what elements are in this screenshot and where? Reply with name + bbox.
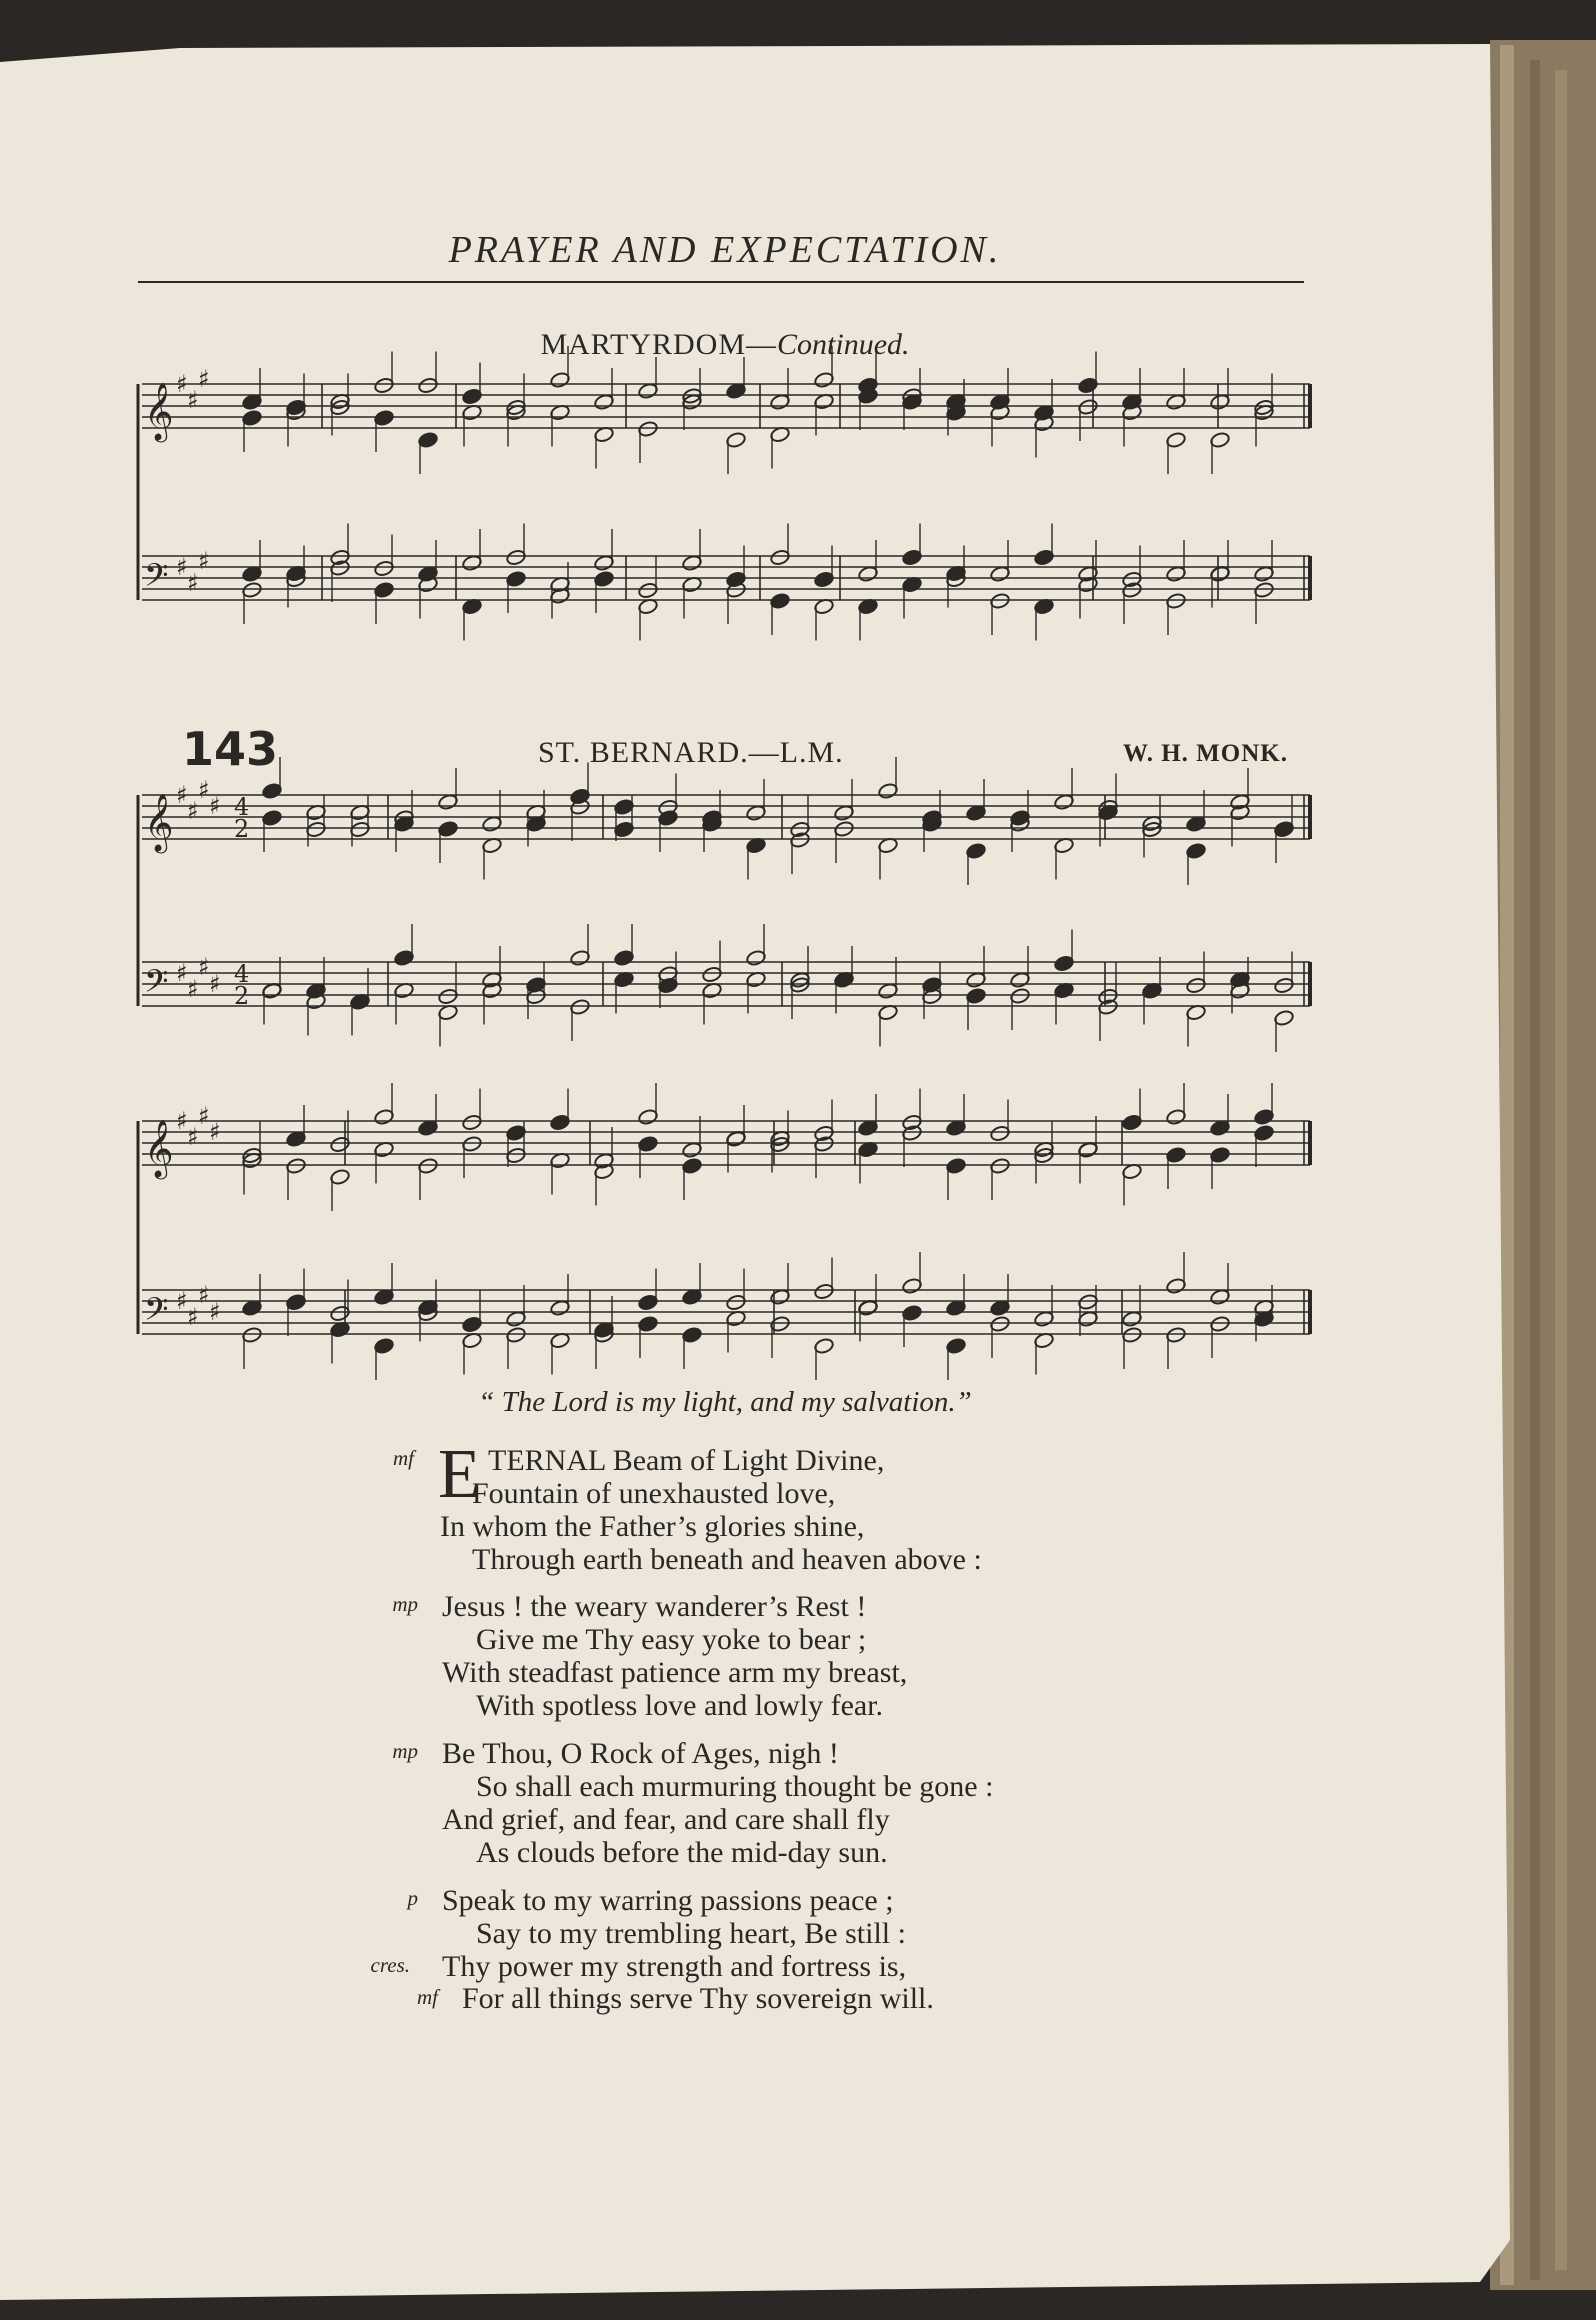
verse-line: Speak to my warring passions peace ; bbox=[442, 1884, 894, 1917]
sharp-sign: ♯ bbox=[176, 553, 188, 581]
treble-clef-icon: 𝄞 bbox=[144, 793, 174, 851]
drop-cap: E bbox=[438, 1436, 481, 1513]
sharp-sign: ♯ bbox=[198, 547, 210, 575]
sharp-sign: ♯ bbox=[187, 569, 199, 597]
page-edge-stripe bbox=[1530, 60, 1540, 2280]
sharp-sign: ♯ bbox=[176, 1107, 188, 1135]
verse-line: Fountain of unexhausted love, bbox=[472, 1477, 836, 1510]
bass-clef-icon: 𝄢 bbox=[144, 963, 169, 1007]
time-signature-bottom: 2 bbox=[234, 815, 250, 843]
sharp-sign: ♯ bbox=[198, 776, 210, 804]
dynamic-marking: mp bbox=[392, 1592, 418, 1616]
page-edge-stripe bbox=[1555, 70, 1567, 2270]
continued-tune-title: MARTYRDOM—Continued. bbox=[540, 328, 910, 361]
verse-line: With steadfast patience arm my breast, bbox=[442, 1656, 908, 1689]
verse-line: Through earth beneath and heaven above : bbox=[472, 1543, 982, 1576]
hymn-composer: W. H. MONK. bbox=[1123, 740, 1288, 767]
sharp-sign: ♯ bbox=[176, 370, 188, 398]
sharp-sign: ♯ bbox=[187, 386, 199, 414]
sharp-sign: ♯ bbox=[198, 365, 210, 393]
hymn-title: ST. BERNARD.—L.M. bbox=[538, 736, 844, 769]
verse-line: Give me Thy easy yoke to bear ; bbox=[476, 1623, 867, 1656]
verse-line: And grief, and fear, and care shall fly bbox=[442, 1803, 890, 1836]
sharp-sign: ♯ bbox=[198, 1102, 210, 1130]
dynamic-marking: mf bbox=[393, 1446, 414, 1470]
sharp-sign: ♯ bbox=[209, 970, 221, 998]
sharp-sign: ♯ bbox=[209, 1298, 221, 1326]
bass-clef-icon: 𝄢 bbox=[144, 1291, 169, 1335]
time-signature-bottom: 2 bbox=[234, 982, 250, 1010]
sharp-sign: ♯ bbox=[187, 975, 199, 1003]
verse-line: For all things serve Thy sovereign will. bbox=[462, 1982, 934, 2015]
treble-clef-icon: 𝄞 bbox=[144, 1119, 174, 1177]
verse-line: So shall each murmuring thought be gone : bbox=[476, 1770, 994, 1803]
sharp-sign: ♯ bbox=[187, 797, 199, 825]
verse-line: As clouds before the mid-day sun. bbox=[476, 1836, 888, 1869]
sharp-sign: ♯ bbox=[209, 792, 221, 820]
bass-clef-icon: 𝄢 bbox=[144, 557, 169, 601]
verse-line: Be Thou, O Rock of Ages, nigh ! bbox=[442, 1737, 839, 1770]
sharp-sign: ♯ bbox=[187, 1123, 199, 1151]
verse-line: In whom the Father’s glories shine, bbox=[440, 1510, 865, 1543]
sharp-sign: ♯ bbox=[176, 1287, 188, 1315]
verse-line: TERNAL Beam of Light Divine, bbox=[488, 1444, 885, 1477]
tune-name: MARTYRDOM bbox=[540, 328, 747, 361]
dynamic-marking: mf bbox=[417, 1985, 438, 2009]
hymn-epigraph: “ The Lord is my light, and my salvation.” bbox=[478, 1386, 972, 1418]
hymn-number: 143 bbox=[182, 722, 279, 776]
verse-line: Thy power my strength and fortress is, bbox=[442, 1950, 907, 1983]
time-signature-top: 4 bbox=[234, 960, 250, 988]
page-header: PRAYER AND EXPECTATION. bbox=[448, 229, 1002, 271]
verse-line: Jesus ! the weary wanderer’s Rest ! bbox=[442, 1590, 867, 1623]
sharp-sign: ♯ bbox=[198, 953, 210, 981]
dynamic-marking: mp bbox=[392, 1739, 418, 1763]
treble-clef-icon: 𝄞 bbox=[144, 382, 174, 440]
verse-line: Say to my trembling heart, Be still : bbox=[476, 1917, 906, 1950]
dynamic-marking: p bbox=[407, 1886, 418, 1910]
sharp-sign: ♯ bbox=[198, 1281, 210, 1309]
sharp-sign: ♯ bbox=[187, 1303, 199, 1331]
verse-line: With spotless love and lowly fear. bbox=[476, 1689, 884, 1722]
dynamic-marking: cres. bbox=[370, 1953, 410, 1977]
tune-suffix: Continued. bbox=[777, 328, 910, 361]
sharp-sign: ♯ bbox=[176, 781, 188, 809]
sharp-sign: ♯ bbox=[176, 959, 188, 987]
time-signature-top: 4 bbox=[234, 793, 250, 821]
sharp-sign: ♯ bbox=[209, 1118, 221, 1146]
